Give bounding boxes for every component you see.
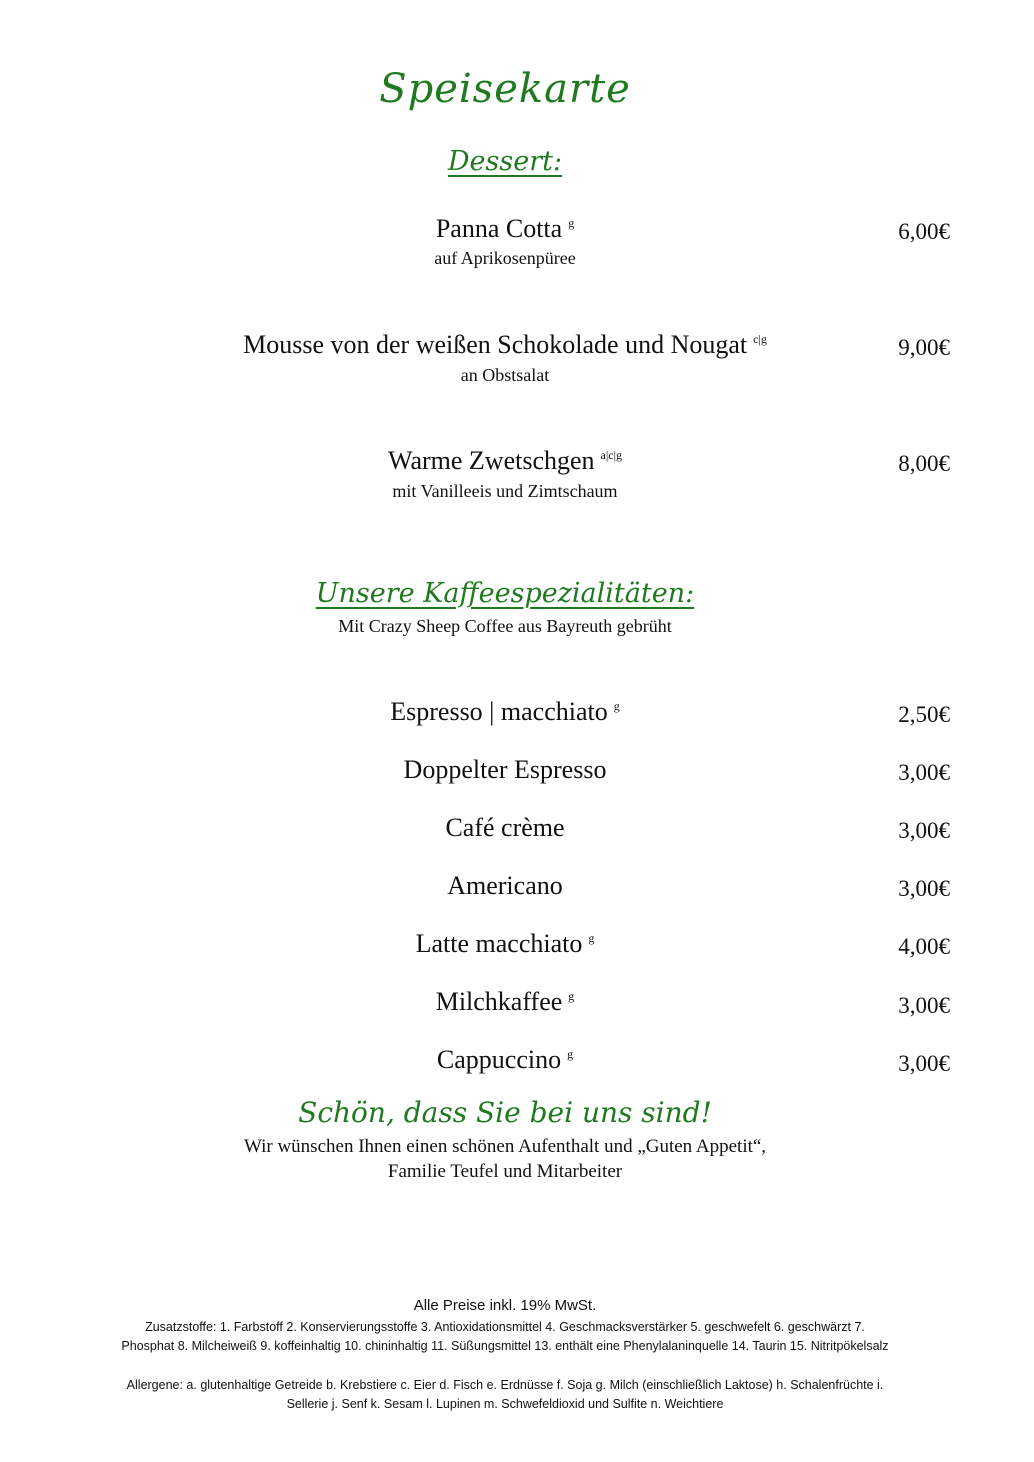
item-name: Espresso | macchiato (390, 697, 608, 726)
item-price: 2,50€ (898, 702, 950, 727)
item-price: 3,00€ (898, 876, 950, 901)
allergen-marker: g (588, 931, 595, 946)
closing-signature: Familie Teufel und Mitarbeiter (387, 1161, 623, 1182)
allergen-marker: a|c|g (600, 448, 622, 463)
item-name: Mousse von der weißen Schokolade und Nougat (243, 330, 748, 359)
allergen-marker: g (613, 699, 620, 714)
item-description: mit Vanilleeis und Zimtschaum (392, 481, 618, 501)
page-title: Speisekarte (379, 66, 631, 112)
item-name: Milchkaffee (435, 987, 563, 1016)
closing-line: Wir wünschen Ihnen einen schönen Aufenthalt und „Guten Appetit“, (243, 1136, 767, 1157)
item-price: 3,00€ (898, 818, 950, 843)
item-price: 3,00€ (898, 1051, 950, 1076)
allergen-marker: g (568, 989, 575, 1004)
coffee-heading: Unsere Kaffeespezialitäten: (315, 578, 695, 609)
additives-legend: Zusatzstoffe: 1. Farbstoff 2. Konservierungsstoffe 3. Antioxidationsmittel 4. Geschmacksverstärker 5. geschwefelt 6. geschwärzt 7. Phosphat 8. Milcheiweiß 9. koffeinhaltig 10. chininhaltig 11. Süßungsmittel 13. enthält eine Phenylalaninquelle 14. Taurin 15. Nitritpökelsalz (121, 1320, 889, 1353)
item-price: 9,00€ (898, 335, 950, 360)
item-name: Warme Zwetschgen (387, 446, 595, 475)
item-name: Americano (447, 871, 563, 900)
item-price: 8,00€ (898, 451, 950, 476)
item-name: Cappuccino (436, 1045, 562, 1074)
item-description: an Obstsalat (460, 365, 550, 385)
item-name: Latte macchiato (415, 929, 583, 958)
dessert-heading: Dessert: (447, 146, 563, 177)
item-price: 4,00€ (898, 934, 950, 959)
item-price: 6,00€ (898, 219, 950, 244)
item-name: Panna Cotta (435, 214, 563, 243)
allergen-marker: g (568, 216, 575, 231)
prices-note: Alle Preise inkl. 19% MwSt. (413, 1297, 597, 1314)
allergen-marker: g (567, 1047, 574, 1062)
item-price: 3,00€ (898, 993, 950, 1018)
item-name: Café crème (445, 813, 565, 842)
closing-heading: Schön, dass Sie bei uns sind! (298, 1096, 712, 1129)
allergens-legend: Allergene: a. glutenhaltige Getreide b. Krebstiere c. Eier d. Fisch e. Erdnüsse f. Soja g. Milch (einschließlich Laktose) h. Schalenfrüchte i. Sellerie j. Senf k. Sesam l. Lupinen m. Schwefeldioxid und Sulfite n. Weichtiere (126, 1378, 884, 1411)
item-description: auf Aprikosenpüree (434, 248, 576, 268)
allergen-marker: c|g (753, 332, 767, 347)
item-price: 3,00€ (898, 760, 950, 785)
coffee-subtitle: Mit Crazy Sheep Coffee aus Bayreuth gebrüht (338, 616, 672, 636)
item-name: Doppelter Espresso (403, 755, 607, 784)
